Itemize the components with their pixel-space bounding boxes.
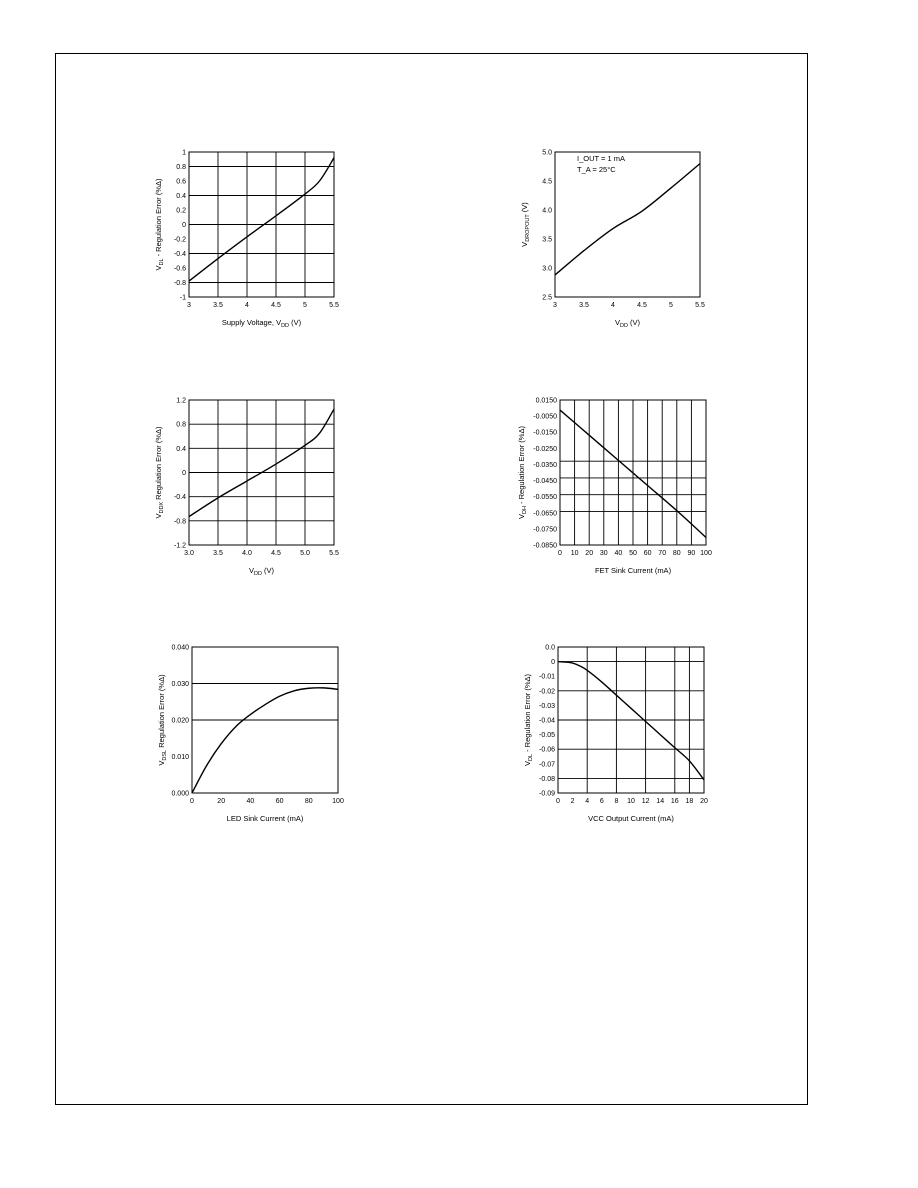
x-tick-label: 50 <box>629 550 637 557</box>
x-tick-label: 4.5 <box>271 550 281 557</box>
x-tick-label: 4 <box>245 302 249 309</box>
x-tick-label: 5.0 <box>300 550 310 557</box>
y-tick-label: 0.2 <box>176 207 186 215</box>
x-tick-label: 4 <box>611 302 615 309</box>
chart-6 <box>523 645 708 824</box>
y-tick-label: -0.09 <box>539 790 555 798</box>
x-tick-label: 20 <box>585 550 594 557</box>
x-tick-label: 3.5 <box>213 550 223 557</box>
y-tick-label: -0.6 <box>173 265 186 273</box>
chart-2 <box>520 150 705 330</box>
x-tick-label: 90 <box>687 550 696 557</box>
y-tick-label: -0.03 <box>539 702 555 710</box>
x-tick-label: 40 <box>246 798 255 805</box>
chart-4 <box>517 398 712 576</box>
x-tick-label: 6 <box>599 798 604 805</box>
y-tick-label: 0.0 <box>545 644 555 652</box>
x-tick-label: 8 <box>614 798 619 805</box>
y-tick-label: -0.0850 <box>533 542 557 550</box>
y-tick-label: -0.04 <box>539 717 555 725</box>
x-tick-label: 80 <box>304 798 313 805</box>
y-tick-label: -0.0750 <box>533 526 557 534</box>
x-tick-label: 3 <box>187 302 191 309</box>
series-line <box>192 688 338 793</box>
x-tick-label: 80 <box>672 550 681 557</box>
x-tick-label: 30 <box>599 550 608 557</box>
y-tick-label: -0.08 <box>539 775 555 783</box>
y-tick-label: 0.030 <box>171 681 189 688</box>
x-tick-label: 4.5 <box>271 302 281 309</box>
x-tick-label: 60 <box>275 798 284 805</box>
y-tick-label: -0.06 <box>539 746 555 754</box>
x-tick-label: 5.5 <box>329 302 339 309</box>
x-tick-label: 100 <box>700 550 712 557</box>
x-tick-label: 60 <box>643 550 652 557</box>
x-axis-label: LED Sink Current (mA) <box>226 814 304 823</box>
y-tick-label: 3.0 <box>542 265 552 273</box>
y-tick-label: 3.5 <box>542 236 552 244</box>
x-tick-label: 5 <box>303 302 307 309</box>
chart-5 <box>157 645 344 824</box>
x-tick-label: 4 <box>585 798 590 805</box>
y-tick-label: -0.2 <box>173 236 186 244</box>
y-tick-label: -0.0350 <box>533 461 557 469</box>
y-tick-label: -0.4 <box>173 494 186 502</box>
y-tick-label: 0.4 <box>176 445 186 453</box>
y-tick-label: -1.2 <box>173 542 186 550</box>
x-tick-label: 20 <box>700 798 708 805</box>
y-tick-label: -0.05 <box>539 732 555 740</box>
y-tick-label: -0.0050 <box>533 413 557 421</box>
x-tick-label: 3 <box>553 302 557 309</box>
x-tick-label: 16 <box>670 798 679 805</box>
y-tick-label: -0.07 <box>539 761 555 769</box>
series-line <box>189 409 334 517</box>
series-line <box>189 158 334 281</box>
y-tick-label: -0.4 <box>173 251 186 258</box>
y-tick-label: 1.2 <box>176 397 186 405</box>
y-tick-label: 0 <box>551 659 555 667</box>
x-axis-label: VCC Output Current (mA) <box>588 814 674 823</box>
y-tick-label: -1 <box>179 294 186 302</box>
y-axis-label: VDROPOUT (V) <box>520 202 531 247</box>
x-tick-label: 3.0 <box>184 550 194 557</box>
x-tick-label: 0 <box>558 550 562 557</box>
y-tick-label: 0.8 <box>176 421 186 429</box>
x-tick-label: 5.5 <box>329 550 339 557</box>
x-axis-label: Supply Voltage, VDD (V) <box>221 318 302 329</box>
series-line <box>555 164 700 275</box>
y-axis-label: VDH - Regulation Error (%Δ) <box>517 425 528 520</box>
y-tick-label: 0.020 <box>171 717 189 725</box>
y-tick-label: 0.000 <box>171 790 189 798</box>
y-tick-label: 4.0 <box>542 207 552 215</box>
y-tick-label: -0.0150 <box>533 429 557 437</box>
chart-1 <box>154 150 339 330</box>
x-tick-label: 5.5 <box>695 302 705 309</box>
x-tick-label: 10 <box>570 550 579 557</box>
x-tick-label: 5 <box>669 302 673 309</box>
y-tick-label: 0.6 <box>176 178 186 186</box>
chart-3 <box>154 398 339 578</box>
x-tick-label: 12 <box>641 798 650 805</box>
x-tick-label: 4.5 <box>637 302 647 309</box>
x-tick-label: 4.0 <box>242 550 252 557</box>
chart-annotation: I_OUT = 1 mA <box>577 154 626 163</box>
x-tick-label: 10 <box>627 798 635 805</box>
y-tick-label: 2.5 <box>542 294 552 302</box>
y-tick-label: 0.040 <box>171 644 189 652</box>
x-tick-label: 0 <box>556 798 560 805</box>
x-tick-label: 18 <box>685 798 694 805</box>
y-axis-label: VDSL Regulation Error (%Δ) <box>157 674 168 766</box>
x-tick-label: 20 <box>217 798 226 805</box>
x-tick-label: 100 <box>332 798 344 805</box>
x-tick-label: 3.5 <box>579 302 589 309</box>
x-tick-label: 14 <box>656 798 665 805</box>
y-tick-label: -0.0450 <box>533 478 557 486</box>
y-tick-label: 0.8 <box>176 164 186 171</box>
y-tick-label: -0.8 <box>173 518 186 526</box>
x-tick-label: 3.5 <box>213 302 223 309</box>
y-tick-label: -0.0250 <box>533 445 557 453</box>
y-tick-label: 5.0 <box>542 149 552 157</box>
x-tick-label: 40 <box>614 550 623 557</box>
y-tick-label: 0.010 <box>171 754 189 761</box>
x-tick-label: 2 <box>570 798 575 805</box>
series-line <box>558 662 704 780</box>
y-axis-label: VDL - Regulation Error (%Δ) <box>154 178 165 271</box>
y-tick-label: 0 <box>182 470 186 477</box>
x-tick-label: 0 <box>190 798 194 805</box>
x-tick-label: 70 <box>658 550 667 557</box>
y-axis-label: VDDX Regulation Error (%Δ) <box>154 426 165 519</box>
y-tick-label: 0.0150 <box>535 397 557 405</box>
chart-annotation: T_A = 25°C <box>577 165 616 174</box>
y-tick-label: -0.02 <box>539 688 555 696</box>
x-axis-label: VDD (V) <box>614 318 641 329</box>
y-tick-label: 0 <box>182 222 186 229</box>
y-tick-label: -0.0650 <box>533 510 557 518</box>
y-tick-label: -0.0550 <box>533 494 557 502</box>
x-axis-label: VDD (V) <box>248 566 275 577</box>
y-tick-label: 4.5 <box>542 178 552 186</box>
y-tick-label: 1 <box>182 149 186 157</box>
y-tick-label: -0.01 <box>539 673 555 681</box>
x-axis-label: FET Sink Current (mA) <box>594 566 672 575</box>
y-axis-label: VDL - Regulation Error (%Δ) <box>523 673 534 767</box>
y-tick-label: 0.4 <box>176 193 186 200</box>
y-tick-label: -0.8 <box>173 280 186 287</box>
